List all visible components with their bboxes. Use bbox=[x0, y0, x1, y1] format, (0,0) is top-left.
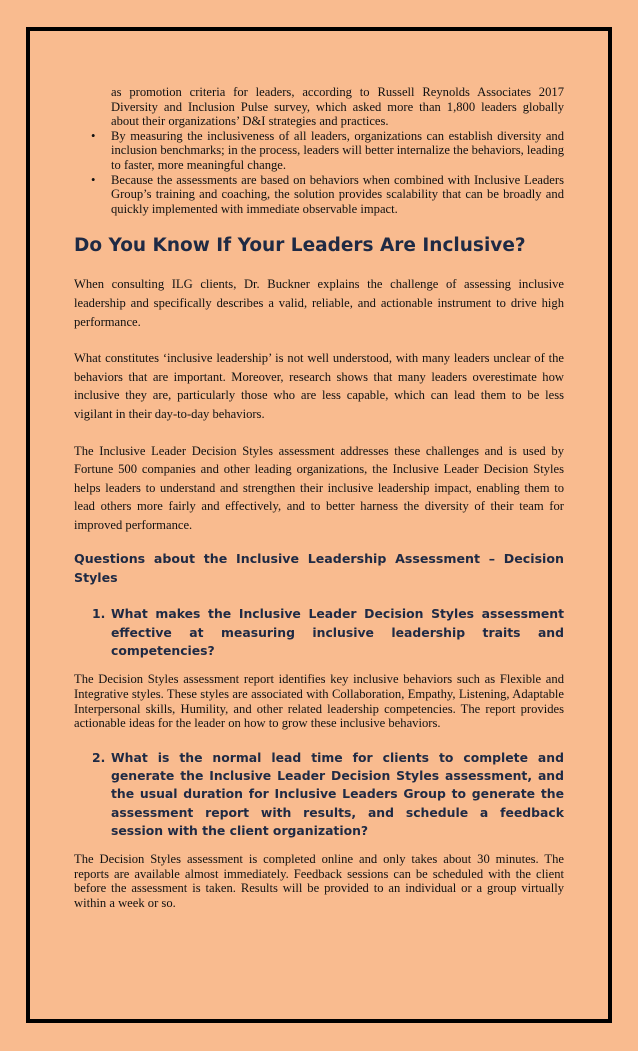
question-heading bbox=[74, 749, 564, 840]
questions-subheading: Questions about the Inclusive Leadership Assessment – Decision Styles bbox=[74, 551, 564, 585]
bullet-list bbox=[74, 85, 564, 216]
question-heading bbox=[74, 605, 564, 660]
paragraph: The Inclusive Leader Decision Styles assessment addresses these challenges and is used by Fortune 500 companies and other leading organizations, the Inclusive Leader Decision Styles helps leaders to understand and strengthen their inclusive leadership impact, enabling them to lead others more fairly and effectively, and to better harness the diversity of their team for improved performance. bbox=[74, 443, 564, 532]
section-heading: Do You Know If Your Leaders Are Inclusive? bbox=[74, 235, 526, 257]
bullet-item: • By measuring the inclusiveness of all leaders, organizations can establish diversity and inclusion benchmarks; in the process, leaders will better internalize the behaviors, leading to faster, more meaningful change. bbox=[74, 129, 564, 173]
paragraph: When consulting ILG clients, Dr. Buckner explains the challenge of assessing inclusive leadership and specifically describes a valid, reliable, and actionable instrument to drive high performance. bbox=[74, 277, 564, 329]
question-number: 1. bbox=[92, 606, 106, 622]
answer-paragraph: The Decision Styles assessment is completed online and only takes about 30 minutes. The reports are available almost immediately. Feedback sessions can be scheduled with the client before the assessment is taken. Results will be provided to an individual or a group virtually within a week or so. bbox=[74, 852, 564, 910]
answer-paragraph: The Decision Styles assessment report identifies key inclusive behaviors such as Flexible and Integrative styles. These styles are associated with Collaboration, Empathy, Listening, Adaptable Interpersonal skills, Humility, and other related leadership competencies. The report provides actionable ideas for the leader on how to grow these inclusive behaviors. bbox=[74, 672, 564, 731]
question-text: What makes the Inclusive Leader Decision Styles assessment effective at measuring inclusive leadership traits and competencies? bbox=[111, 606, 564, 659]
paragraph: What constitutes ‘inclusive leadership’ is not well understood, with many leaders unclear of the behaviors that are important. Moreover, research shows that many leaders overestimate how inclusive they are, particularly those who are less capable, which can lead them to be less vigilant in their day-to-day behaviors. bbox=[74, 351, 564, 421]
question-text: What is the normal lead time for clients to complete and generate the Inclusive Leader Decision Styles assessment, and the usual duration for Inclusive Leaders Group to generate the assessment report with results, and schedule a feedback session with the client organization? bbox=[111, 749, 564, 838]
question-number: 2. bbox=[92, 749, 106, 765]
bullet-item: as promotion criteria for leaders, according to Russell Reynolds Associates 2017 Diversity and Inclusion Pulse survey, which asked more than 1,800 leaders globally about their organizations’ D&I strategies and practices. bbox=[111, 85, 564, 129]
document-body bbox=[74, 85, 564, 911]
bullet-item: • Because the assessments are based on behaviors when combined with Inclusive Leaders Group’s training and coaching, the solution provides scalability that can be broadly and quickly implemented with immediate observable impact. bbox=[74, 173, 564, 217]
